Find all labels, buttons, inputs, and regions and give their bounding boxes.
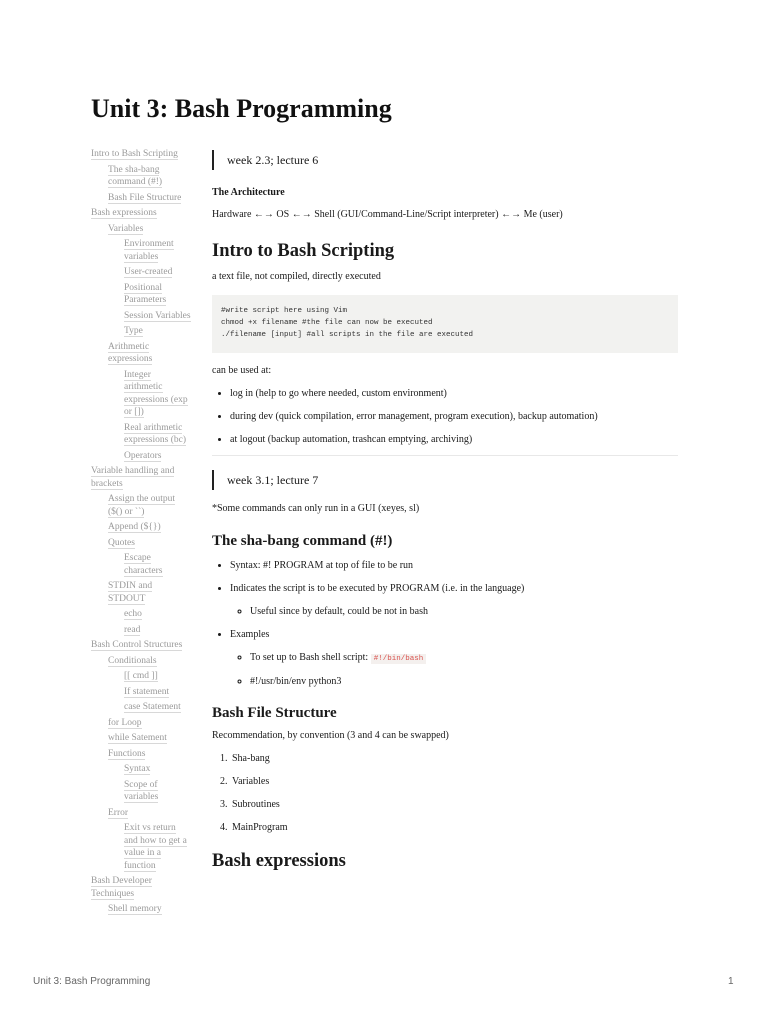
toc-item-label[interactable]: Bash Developer Techniques bbox=[91, 876, 152, 899]
list-item: • Syntax: #! PROGRAM at top of file to be run bbox=[230, 559, 678, 573]
toc-item[interactable] bbox=[91, 493, 191, 518]
heading-sha-bang: The sha-bang command (#!) bbox=[212, 533, 393, 549]
toc-item[interactable] bbox=[91, 875, 191, 900]
toc-item[interactable] bbox=[91, 238, 191, 263]
toc-item[interactable] bbox=[91, 450, 191, 463]
toc-item-label[interactable]: Exit vs return and how to get a value in a function bbox=[124, 823, 187, 871]
toc-item[interactable] bbox=[91, 192, 191, 205]
toc-item-label[interactable]: STDIN and STDOUT bbox=[108, 581, 153, 604]
toc-item[interactable] bbox=[91, 310, 191, 323]
shabang-list bbox=[212, 559, 678, 689]
toc-item-label[interactable]: Conditionals bbox=[108, 655, 157, 666]
filestruct-list bbox=[212, 752, 678, 835]
heading-bash-expressions: Bash expressions bbox=[212, 851, 346, 871]
toc-item-label[interactable]: Syntax bbox=[124, 764, 151, 774]
toc-item[interactable] bbox=[91, 369, 191, 419]
toc-item[interactable] bbox=[91, 701, 191, 714]
table-of-contents bbox=[91, 148, 191, 919]
toc-item[interactable] bbox=[91, 465, 191, 490]
toc-item[interactable] bbox=[91, 748, 191, 761]
toc-item[interactable] bbox=[91, 624, 191, 637]
toc-item-label[interactable]: Variable handling and brackets bbox=[91, 466, 175, 489]
toc-item-label[interactable]: Error bbox=[108, 807, 129, 818]
toc-item[interactable] bbox=[91, 422, 191, 447]
toc-item[interactable] bbox=[91, 763, 191, 776]
divider bbox=[212, 455, 678, 456]
toc-item[interactable] bbox=[91, 670, 191, 683]
toc-item-label[interactable]: while Satement bbox=[108, 733, 167, 743]
toc-item-label[interactable]: [[ cmd ]] bbox=[124, 671, 158, 681]
toc-item-label[interactable]: Session Variables bbox=[124, 310, 191, 321]
toc-item-label[interactable]: read bbox=[124, 624, 141, 635]
toc-item-label[interactable]: for Loop bbox=[108, 717, 142, 728]
toc-item-label[interactable]: Bash Control Structures bbox=[91, 640, 183, 650]
toc-item[interactable] bbox=[91, 686, 191, 699]
toc-item[interactable] bbox=[91, 148, 191, 161]
code-block: #write script here using Vim chmod +x filename #the file can now be executed ./filename [input] #all scripts in the file are executed bbox=[212, 295, 678, 353]
page-number: 1 bbox=[728, 976, 734, 987]
filestruct-text: Recommendation, by convention (3 and 4 can be swapped) bbox=[212, 730, 449, 741]
can-be-used-text: can be used at: bbox=[212, 365, 272, 376]
list-item: 4. MainProgram bbox=[230, 821, 678, 835]
toc-item-label[interactable]: Scope of variables bbox=[124, 779, 159, 802]
list-item: • Indicates the script is to be executed by PROGRAM (i.e. in the language) ◦ Useful since by default, could be not in bash bbox=[230, 582, 678, 619]
toc-item-label[interactable]: Positional Parameters bbox=[124, 282, 167, 305]
toc-item-label[interactable]: Bash expressions bbox=[91, 208, 157, 218]
toc-item-label[interactable]: The sha-bang command (#!) bbox=[108, 164, 163, 187]
toc-item-label[interactable]: Append (${}) bbox=[108, 522, 161, 532]
toc-item[interactable] bbox=[91, 521, 191, 534]
list-item: ◦ To set up to Bash shell script: #!/bin/bash bbox=[250, 651, 678, 666]
toc-item-label[interactable]: Integer arithmetic expressions (exp or []) bbox=[124, 369, 188, 417]
architecture-text: Hardware ←→ OS ←→ Shell (GUI/Command-Line/Script interpreter) ←→ Me (user) bbox=[212, 209, 563, 220]
footer-title: Unit 3: Bash Programming bbox=[33, 976, 151, 987]
list-item: • Examples ◦ To set up to Bash shell script: #!/bin/bash ◦ #!/usr/bin/env python3 bbox=[230, 628, 678, 689]
toc-item[interactable] bbox=[91, 325, 191, 338]
list-item: ◦ #!/usr/bin/env python3 bbox=[250, 675, 678, 689]
toc-item-label[interactable]: Quotes bbox=[108, 537, 135, 548]
toc-item[interactable] bbox=[91, 223, 191, 236]
toc-item[interactable] bbox=[91, 164, 191, 189]
toc-item-label[interactable]: Variables bbox=[108, 223, 144, 234]
toc-item-label[interactable]: Real arithmetic expressions (bc) bbox=[124, 422, 186, 445]
list-item: 3. Subroutines bbox=[230, 798, 678, 812]
toc-item-label[interactable]: Type bbox=[124, 326, 143, 336]
toc-item-label[interactable]: echo bbox=[124, 609, 142, 619]
toc-item-label[interactable]: If statement bbox=[124, 686, 170, 697]
toc-item[interactable] bbox=[91, 639, 191, 652]
toc-item[interactable] bbox=[91, 341, 191, 366]
callout-week-2-3: week 2.3; lecture 6 bbox=[212, 150, 678, 170]
toc-item-label[interactable]: Intro to Bash Scripting bbox=[91, 149, 178, 159]
toc-item[interactable] bbox=[91, 580, 191, 605]
inline-code: #!/bin/bash bbox=[371, 654, 427, 664]
heading-bash-file-structure: Bash File Structure bbox=[212, 705, 337, 721]
toc-item[interactable] bbox=[91, 807, 191, 820]
toc-item[interactable] bbox=[91, 552, 191, 577]
callout-week-3-1: week 3.1; lecture 7 bbox=[212, 470, 678, 490]
toc-item-label[interactable]: case Statement bbox=[124, 702, 181, 712]
toc-item-label[interactable]: Bash File Structure bbox=[108, 192, 182, 203]
toc-item[interactable] bbox=[91, 266, 191, 279]
list-item: 2. Variables bbox=[230, 775, 678, 789]
toc-item[interactable] bbox=[91, 732, 191, 745]
toc-item[interactable] bbox=[91, 282, 191, 307]
toc-item[interactable] bbox=[91, 655, 191, 668]
page-title: Unit 3: Bash Programming bbox=[91, 94, 392, 123]
list-item: • log in (help to go where needed, custom environment) bbox=[230, 387, 678, 401]
toc-item[interactable] bbox=[91, 537, 191, 550]
toc-item-label[interactable]: User-created bbox=[124, 267, 173, 277]
gui-note: *Some commands can only run in a GUI (xeyes, sl) bbox=[212, 503, 420, 514]
main-content bbox=[212, 150, 678, 873]
architecture-heading: The Architecture bbox=[212, 187, 285, 198]
toc-item[interactable] bbox=[91, 608, 191, 621]
toc-item[interactable] bbox=[91, 207, 191, 220]
toc-item-label[interactable]: Shell memory bbox=[108, 904, 162, 914]
toc-item[interactable] bbox=[91, 903, 191, 916]
intro-text: a text file, not compiled, directly executed bbox=[212, 271, 381, 282]
uses-list bbox=[212, 387, 678, 447]
toc-item-label[interactable]: Environment variables bbox=[124, 239, 174, 262]
list-item: • at logout (backup automation, trashcan emptying, archiving) bbox=[230, 433, 678, 447]
list-item: 1. Sha-bang bbox=[230, 752, 678, 766]
list-item: ◦ Useful since by default, could be not in bash bbox=[250, 605, 678, 619]
toc-item-label[interactable]: Arithmetic expressions bbox=[108, 341, 153, 364]
toc-item-label[interactable]: Escape characters bbox=[124, 553, 163, 576]
toc-item[interactable] bbox=[91, 717, 191, 730]
toc-item[interactable] bbox=[91, 822, 191, 872]
toc-item[interactable] bbox=[91, 779, 191, 804]
toc-item-label[interactable]: Functions bbox=[108, 748, 146, 759]
toc-item-label[interactable]: Operators bbox=[124, 450, 162, 461]
toc-item-label[interactable]: Assign the output ($() or ``) bbox=[108, 494, 176, 517]
heading-intro-bash-scripting: Intro to Bash Scripting bbox=[212, 241, 395, 261]
list-item: • during dev (quick compilation, error management, program execution), backup automation) bbox=[230, 410, 678, 424]
